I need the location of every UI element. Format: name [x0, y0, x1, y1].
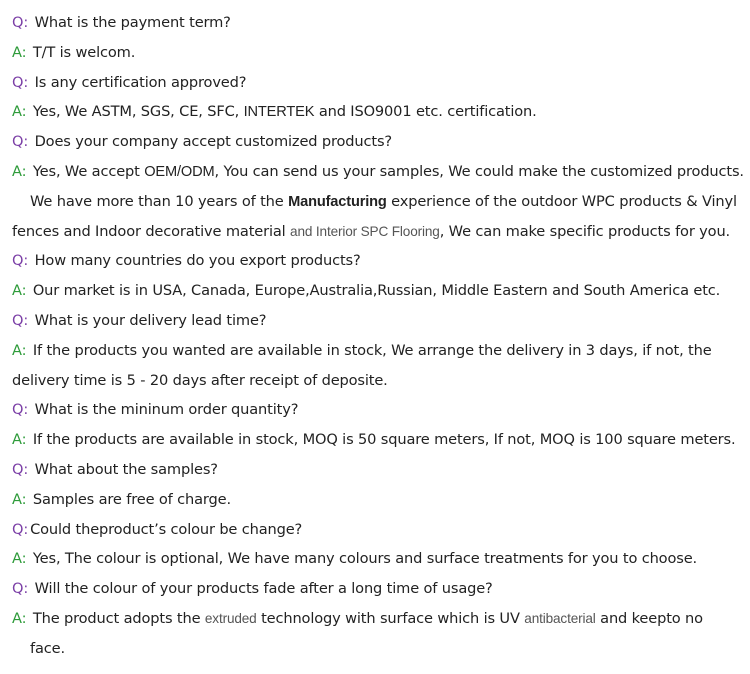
question-prefix: Q: [12, 520, 29, 538]
answer-text: T/T is welcom. [28, 43, 136, 61]
question-colour-change [12, 515, 742, 545]
question-samples [12, 455, 742, 485]
question-prefix: Q: [12, 73, 29, 91]
answer-highlight: OEM/ODM [144, 163, 215, 180]
question-text: How many countries do you export products? [30, 252, 361, 270]
question-colour-fade [12, 574, 742, 604]
answer-samples [12, 485, 742, 515]
question-text: Will the colour of your products fade after a long time of usage? [30, 580, 493, 598]
answer-text: experience of the outdoor WPC products & Vinyl [386, 192, 737, 210]
answer-highlight: antibacterial [524, 610, 596, 626]
answer-certification [12, 97, 742, 127]
question-text: Does your company accept customized products? [30, 133, 393, 151]
answer-export-countries [12, 276, 742, 306]
answer-text: and ISO9001 etc. certification. [314, 103, 537, 121]
answer-text: If the products you wanted are available in stock, We arrange the delivery in 3 days, if not, the [28, 341, 712, 359]
answer-text: We have more than 10 years of the [30, 192, 289, 210]
question-text: What is the mininum order quantity? [30, 401, 299, 419]
answer-prefix: A: [12, 341, 27, 359]
answer-prefix: A: [12, 162, 27, 180]
answer-prefix: A: [12, 550, 27, 568]
answer-prefix: A: [12, 282, 27, 300]
answer-text: technology with surface which is UV [256, 609, 525, 627]
answer-lead-time [12, 336, 742, 366]
answer-prefix: A: [12, 490, 27, 508]
question-prefix: Q: [12, 311, 29, 329]
question-certification [12, 68, 742, 98]
answer-payment-term [12, 38, 742, 68]
answer-text: Yes, We accept [28, 162, 145, 180]
answer-text: delivery time is 5 - 20 days after receipt of deposite. [12, 371, 388, 389]
question-text: What about the samples? [30, 460, 218, 478]
answer-text: Yes, We ASTM, SGS, CE, SFC, [28, 103, 244, 121]
answer-prefix: A: [12, 103, 27, 121]
answer-text: Our market is in USA, Canada, Europe,Australia,Russian, Middle Eastern and South America etc. [28, 282, 721, 300]
answer-highlight: extruded [204, 610, 257, 626]
answer-prefix: A: [12, 609, 27, 627]
answer-colour-change [12, 544, 742, 574]
answer-customized [12, 157, 742, 187]
answer-prefix: A: [12, 43, 27, 61]
answer-text: and keepto no [595, 609, 703, 627]
question-lead-time [12, 306, 742, 336]
answer-text: , You can send us your samples, We could make the customized products. [214, 162, 744, 180]
answer-text: Yes, The colour is optional, We have many colours and surface treatments for you to choose. [28, 550, 698, 568]
answer-colour-fade [12, 604, 742, 634]
answer-highlight: and Interior SPC Flooring [290, 223, 440, 239]
question-text: Is any certification approved? [30, 73, 247, 91]
question-text: What is your delivery lead time? [30, 311, 267, 329]
answer-text: face. [30, 639, 65, 657]
question-prefix: Q: [12, 252, 29, 270]
question-prefix: Q: [12, 133, 29, 151]
faq-list [12, 8, 742, 664]
question-moq [12, 395, 742, 425]
question-prefix: Q: [12, 460, 29, 478]
answer-continuation [12, 217, 742, 247]
question-text: What is the payment term? [30, 14, 231, 31]
answer-continuation [12, 366, 742, 396]
answer-moq [12, 425, 742, 455]
question-text: Could theproduct’s colour be change? [30, 520, 303, 538]
answer-continuation [12, 634, 742, 664]
question-payment-term [12, 8, 742, 38]
answer-text: fences and Indoor decorative material [12, 222, 291, 240]
answer-text: Samples are free of charge. [28, 490, 231, 508]
question-export-countries [12, 246, 742, 276]
question-prefix: Q: [12, 14, 29, 31]
answer-continuation [12, 187, 742, 217]
answer-highlight: INTERTEK [243, 104, 315, 121]
answer-prefix: A: [12, 431, 27, 449]
answer-text: , We can make specific products for you. [439, 222, 731, 240]
question-prefix: Q: [12, 401, 29, 419]
answer-text: If the products are available in stock, MOQ is 50 square meters, If not, MOQ is 100 square meters. [28, 431, 736, 449]
answer-highlight: Manufacturing [288, 193, 387, 210]
question-customized [12, 127, 742, 157]
answer-text: The product adopts the [28, 609, 205, 627]
question-prefix: Q: [12, 580, 29, 598]
